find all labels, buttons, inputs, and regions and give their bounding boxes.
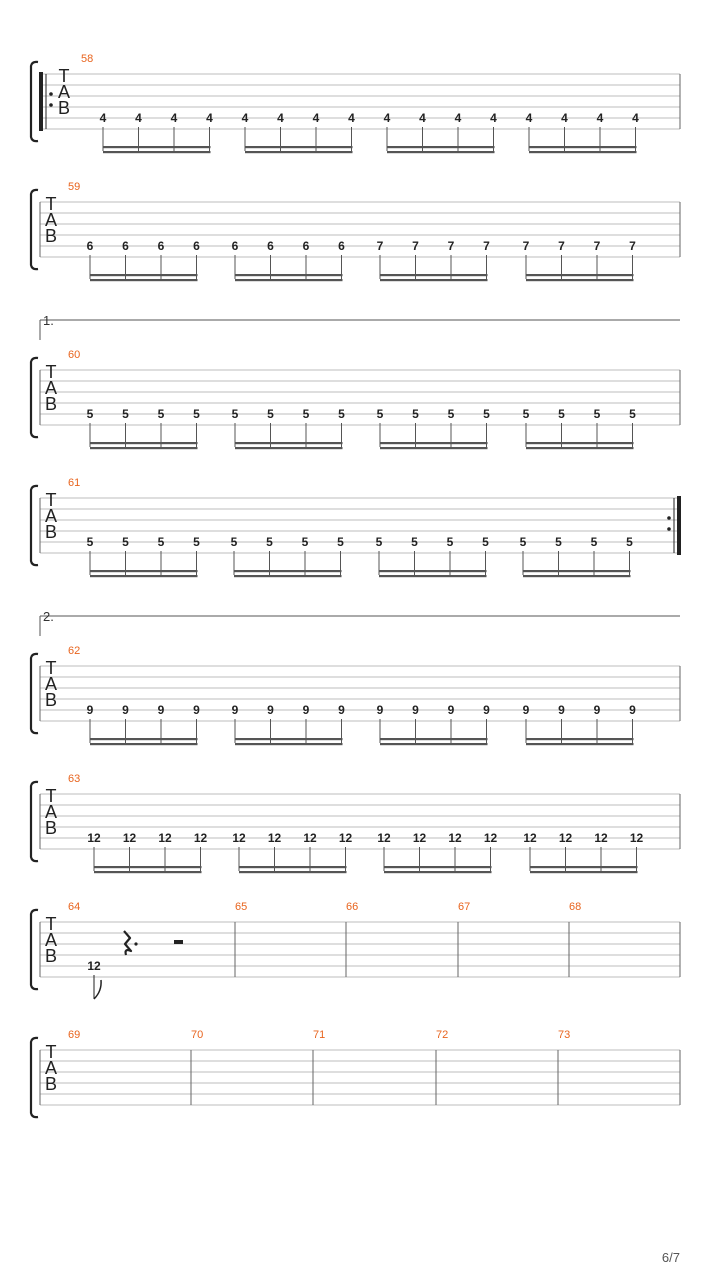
fret-number: 5 <box>267 407 274 421</box>
fret-number: 5 <box>193 407 200 421</box>
tab-clef-letter: T <box>58 66 70 86</box>
tab-clef-letter: B <box>44 1074 58 1094</box>
fret-number: 9 <box>86 703 94 717</box>
fret-number: 12 <box>412 831 427 845</box>
fret-number: 9 <box>483 703 490 717</box>
beam <box>239 866 347 868</box>
system-bracket <box>31 358 38 437</box>
staff-system <box>31 901 680 999</box>
fret-number: 4 <box>135 111 142 125</box>
fret-number: 4 <box>525 111 533 125</box>
tab-clef-letter: T <box>45 786 57 806</box>
tab-clef-letter: A <box>44 930 58 950</box>
fret-number: 5 <box>337 535 344 549</box>
measure-number: 59 <box>68 181 81 193</box>
system-bracket <box>31 62 38 141</box>
system-bracket <box>31 190 38 269</box>
fret-number: 5 <box>593 407 601 421</box>
fret-number: 9 <box>231 703 239 717</box>
repeat-dot <box>49 103 53 107</box>
fret-number: 6 <box>231 239 239 253</box>
measure-number: 68 <box>569 901 582 913</box>
beam <box>523 575 631 577</box>
quarter-rest <box>124 931 131 955</box>
fret-number: 9 <box>338 703 345 717</box>
tab-clef-letter: B <box>44 690 58 710</box>
measure-number: 71 <box>313 1029 326 1041</box>
staff-system <box>31 477 681 577</box>
beam <box>234 570 342 572</box>
fret-number: 12 <box>594 831 608 845</box>
system-bracket <box>31 654 38 733</box>
tab-clef-letter: T <box>45 914 57 934</box>
fret-number: 5 <box>157 407 165 421</box>
staff-system <box>31 349 680 449</box>
fret-number: 5 <box>629 407 636 421</box>
beam <box>526 279 634 281</box>
repeat-end-thick-bar <box>677 496 681 555</box>
fret-number: 6 <box>338 239 345 253</box>
measure-number: 73 <box>558 1029 571 1041</box>
fret-number: 4 <box>490 111 497 125</box>
repeat-start-thick-bar <box>39 72 43 131</box>
fret-number: 9 <box>447 703 455 717</box>
fret-number: 4 <box>596 111 604 125</box>
fret-number: 12 <box>558 831 573 845</box>
volta-label: 1. <box>43 313 54 328</box>
beam <box>526 442 634 444</box>
beam <box>90 274 198 276</box>
tab-clef-letter: T <box>45 658 57 678</box>
beam <box>526 274 634 276</box>
fret-number: 12 <box>448 831 462 845</box>
fret-number: 9 <box>157 703 165 717</box>
fret-number: 5 <box>411 535 418 549</box>
tab-clef-letter: B <box>44 522 58 542</box>
fret-number: 7 <box>483 239 490 253</box>
system-bracket <box>31 910 38 989</box>
tab-clef-letter: A <box>44 1058 58 1078</box>
beam <box>384 866 492 868</box>
beam <box>94 866 202 868</box>
fret-number: 6 <box>193 239 200 253</box>
tab-clef-letter: T <box>45 362 57 382</box>
half-rest <box>174 940 183 944</box>
fret-number: 9 <box>193 703 200 717</box>
beam <box>530 871 638 873</box>
fret-number: 7 <box>593 239 601 253</box>
fret-number: 4 <box>561 111 568 125</box>
measure-number: 63 <box>68 773 81 785</box>
staff-system <box>31 181 680 281</box>
fret-number: 5 <box>193 535 200 549</box>
fret-number: 4 <box>632 111 639 125</box>
fret-number: 7 <box>412 239 419 253</box>
beam <box>239 871 347 873</box>
beam <box>90 447 198 449</box>
fret-number: 5 <box>412 407 419 421</box>
measure-number: 64 <box>68 901 81 913</box>
fret-number: 5 <box>302 407 310 421</box>
fret-number: 5 <box>519 535 527 549</box>
fret-number: 5 <box>590 535 598 549</box>
fret-number: 7 <box>522 239 530 253</box>
fret-number: 4 <box>383 111 391 125</box>
measure-number: 67 <box>458 901 471 913</box>
fret-number: 6 <box>86 239 94 253</box>
fret-number: 5 <box>447 407 455 421</box>
tab-clef-letter: T <box>45 1042 57 1062</box>
fret-number: 5 <box>483 407 490 421</box>
fret-number: 12 <box>629 831 644 845</box>
beam <box>90 738 198 740</box>
fret-number: 12 <box>523 831 537 845</box>
note-flag <box>94 980 101 999</box>
tab-clef-letter: A <box>44 210 58 230</box>
fret-number: 5 <box>338 407 345 421</box>
tab-clef-letter: T <box>45 194 57 214</box>
fret-number: 4 <box>348 111 355 125</box>
fret-number: 5 <box>376 407 384 421</box>
beam <box>529 146 637 148</box>
rest-dot <box>134 942 137 945</box>
fret-number: 9 <box>522 703 530 717</box>
fret-number: 9 <box>376 703 384 717</box>
beam <box>245 151 353 153</box>
beam <box>103 151 211 153</box>
volta-ending <box>40 609 680 636</box>
measure-number: 69 <box>68 1029 81 1041</box>
fret-number: 4 <box>99 111 107 125</box>
beam <box>380 279 488 281</box>
tab-clef-letter: B <box>57 98 71 118</box>
fret-number: 12 <box>87 831 101 845</box>
measure-number: 60 <box>68 349 81 361</box>
tab-clef-letter: A <box>44 378 58 398</box>
beam <box>235 274 343 276</box>
tab-clef-letter: B <box>44 946 58 966</box>
beam <box>94 871 202 873</box>
beam <box>380 743 488 745</box>
fret-number: 9 <box>302 703 310 717</box>
measure-number: 70 <box>191 1029 204 1041</box>
staff-system <box>31 773 680 873</box>
beam <box>380 274 488 276</box>
fret-number: 6 <box>267 239 274 253</box>
beam <box>526 743 634 745</box>
fret-number: 5 <box>231 407 239 421</box>
fret-number: 4 <box>312 111 320 125</box>
measure-number: 62 <box>68 645 81 657</box>
fret-number: 7 <box>376 239 384 253</box>
measure-number: 65 <box>235 901 248 913</box>
fret-number: 5 <box>86 535 94 549</box>
beam <box>530 866 638 868</box>
tab-clef-letter: A <box>57 82 71 102</box>
repeat-dot <box>49 92 53 96</box>
beam <box>235 447 343 449</box>
beam <box>379 570 487 572</box>
fret-number: 5 <box>86 407 94 421</box>
fret-number: 5 <box>626 535 633 549</box>
fret-number: 12 <box>303 831 317 845</box>
repeat-dot <box>667 516 671 520</box>
beam <box>380 738 488 740</box>
fret-number: 4 <box>241 111 249 125</box>
fret-number: 5 <box>446 535 454 549</box>
fret-number: 12 <box>483 831 498 845</box>
beam <box>387 146 495 148</box>
tab-clef-letter: A <box>44 506 58 526</box>
beam <box>103 146 211 148</box>
beam <box>245 146 353 148</box>
fret-number: 12 <box>267 831 282 845</box>
fret-number: 9 <box>122 703 129 717</box>
fret-number: 12 <box>377 831 391 845</box>
fret-number: 9 <box>558 703 565 717</box>
beam <box>384 871 492 873</box>
volta-ending <box>40 313 680 340</box>
staff-system <box>31 1029 680 1117</box>
fret-number: 9 <box>412 703 419 717</box>
beam <box>380 447 488 449</box>
fret-number: 6 <box>157 239 165 253</box>
system-bracket <box>31 486 38 565</box>
tab-clef-letter: B <box>44 818 58 838</box>
tab-clef-letter: B <box>44 394 58 414</box>
fret-number: 9 <box>593 703 601 717</box>
fret-number: 4 <box>170 111 178 125</box>
staff-system <box>31 645 680 745</box>
fret-number: 5 <box>558 407 565 421</box>
fret-number: 12 <box>87 959 101 973</box>
tab-clef-letter: B <box>44 226 58 246</box>
fret-number: 12 <box>122 831 137 845</box>
fret-number: 5 <box>266 535 273 549</box>
fret-number: 5 <box>157 535 165 549</box>
beam <box>529 151 637 153</box>
fret-number: 9 <box>629 703 636 717</box>
fret-number: 12 <box>232 831 246 845</box>
system-bracket <box>31 782 38 861</box>
fret-number: 5 <box>555 535 562 549</box>
beam <box>380 442 488 444</box>
fret-number: 5 <box>522 407 530 421</box>
page-number: 6/7 <box>661 1250 680 1265</box>
volta-label: 2. <box>43 609 54 624</box>
fret-number: 5 <box>482 535 489 549</box>
beam <box>235 743 343 745</box>
fret-number: 5 <box>301 535 309 549</box>
measure-number: 66 <box>346 901 359 913</box>
fret-number: 5 <box>122 535 129 549</box>
measure-number: 72 <box>436 1029 449 1041</box>
fret-number: 5 <box>375 535 383 549</box>
tab-clef-letter: T <box>45 490 57 510</box>
fret-number: 12 <box>338 831 353 845</box>
fret-number: 6 <box>302 239 310 253</box>
beam <box>90 442 198 444</box>
beam <box>387 151 495 153</box>
measure-number: 61 <box>68 477 81 489</box>
fret-number: 5 <box>230 535 238 549</box>
fret-number: 7 <box>447 239 455 253</box>
beam <box>234 575 342 577</box>
fret-number: 6 <box>122 239 129 253</box>
beam <box>526 738 634 740</box>
fret-number: 7 <box>558 239 565 253</box>
staff-system <box>31 53 680 153</box>
fret-number: 12 <box>193 831 208 845</box>
beam <box>90 743 198 745</box>
beam <box>523 570 631 572</box>
beam <box>90 575 198 577</box>
beam <box>235 442 343 444</box>
tab-clef-letter: A <box>44 802 58 822</box>
beam <box>90 570 198 572</box>
fret-number: 4 <box>419 111 426 125</box>
measure-number: 58 <box>81 53 94 65</box>
beam <box>526 447 634 449</box>
beam <box>379 575 487 577</box>
tab-clef-letter: A <box>44 674 58 694</box>
fret-number: 4 <box>206 111 213 125</box>
system-bracket <box>31 1038 38 1117</box>
fret-number: 4 <box>454 111 462 125</box>
fret-number: 12 <box>158 831 172 845</box>
beam <box>90 279 198 281</box>
fret-number: 4 <box>277 111 284 125</box>
repeat-dot <box>667 527 671 531</box>
beam <box>235 279 343 281</box>
fret-number: 7 <box>629 239 636 253</box>
fret-number: 9 <box>267 703 274 717</box>
beam <box>235 738 343 740</box>
fret-number: 5 <box>122 407 129 421</box>
